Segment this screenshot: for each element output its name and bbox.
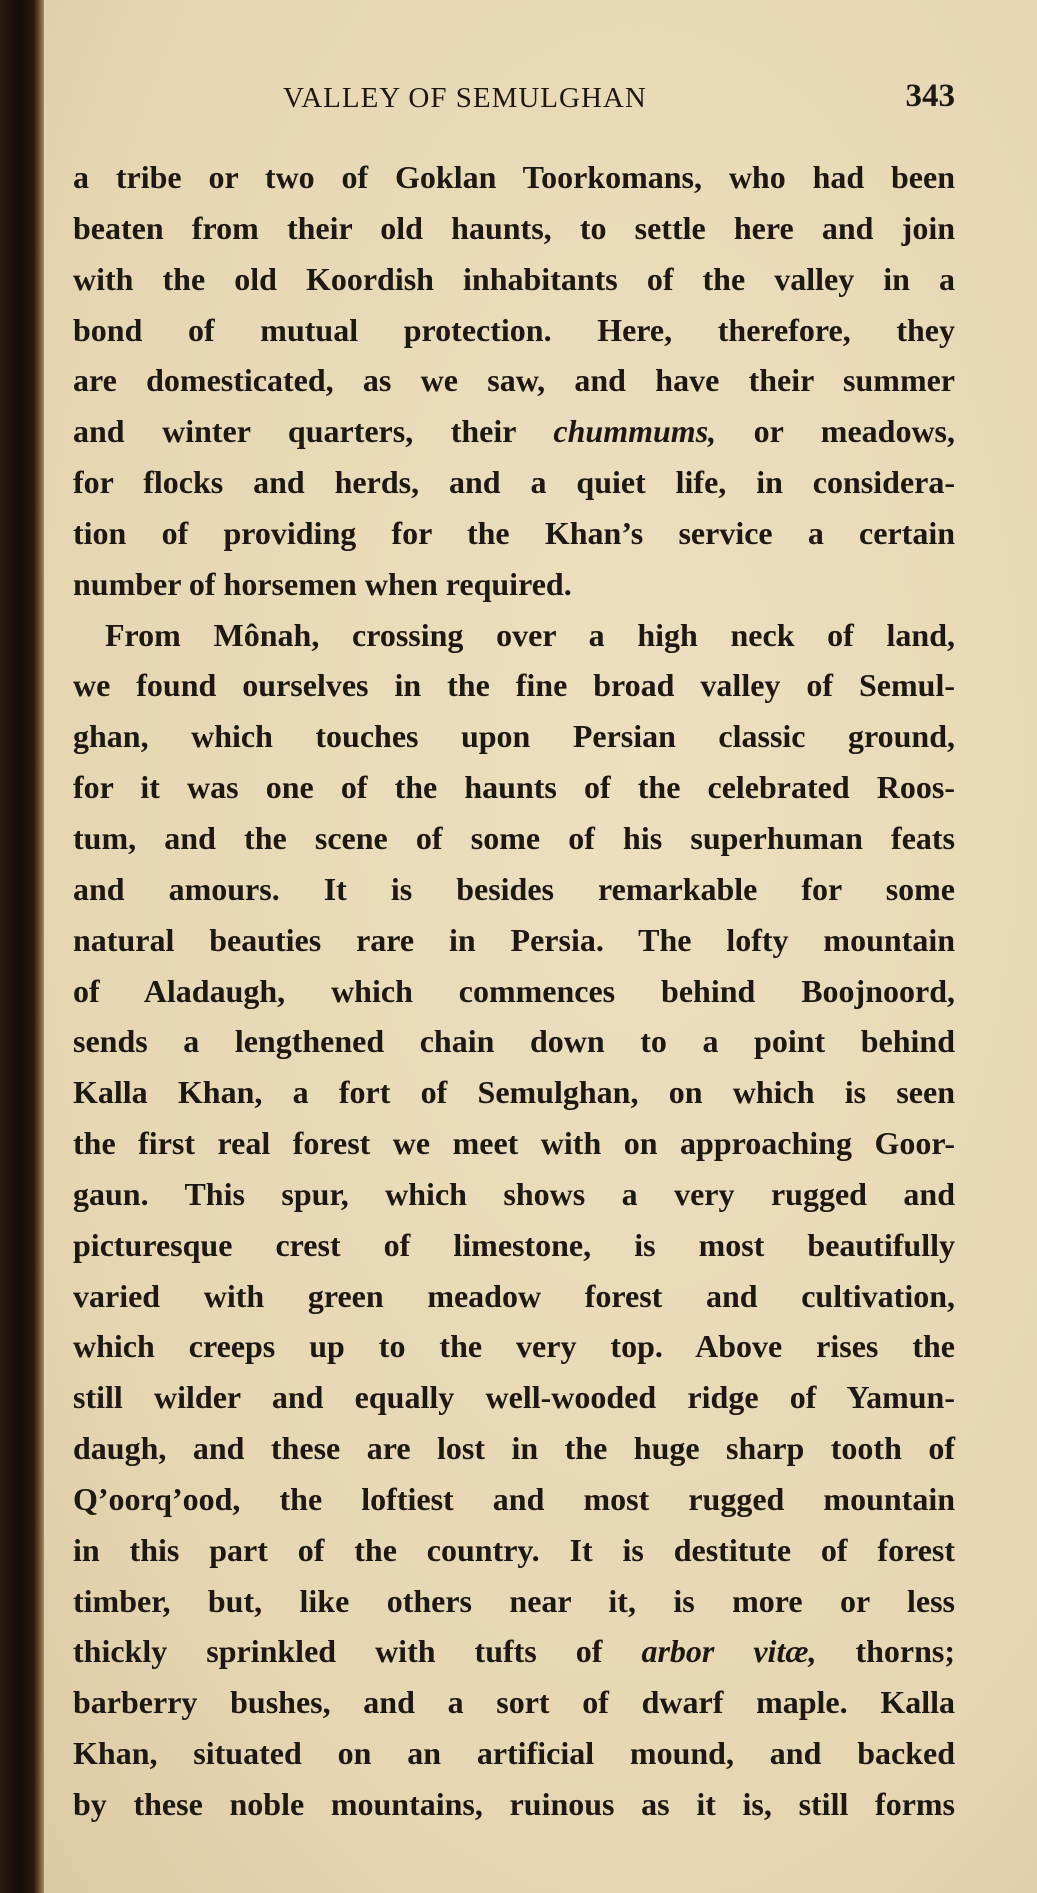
page-body-text: [73, 152, 955, 1830]
text-line: [73, 406, 955, 457]
text-line: [73, 1016, 955, 1067]
text-line: [73, 1626, 955, 1677]
text-line: [73, 1067, 955, 1118]
text-line: [73, 1474, 955, 1525]
text-line: [73, 152, 955, 203]
text-line: [73, 1372, 955, 1423]
text-segment: picturesque crest of limestone, is most beautifully: [73, 1226, 955, 1263]
text-segment: which creeps up to the very top. Above rises the: [73, 1328, 955, 1365]
text-segment: and amours. It is besides remarkable for some: [73, 870, 955, 907]
text-segment: with the old Koordish inhabitants of the valley in a: [73, 260, 955, 297]
text-segment: tum, and the scene of some of his superhuman feats: [73, 819, 955, 856]
text-segment: for flocks and herds, and a quiet life, in considera-: [73, 464, 955, 501]
text-segment: we found ourselves in the fine broad valley of Semul-: [73, 667, 955, 704]
text-line: [73, 355, 955, 406]
text-segment: daugh, and these are lost in the huge sharp tooth of: [73, 1430, 955, 1467]
text-segment: gaun. This spur, which shows a very rugged and: [73, 1175, 955, 1212]
text-segment: ghan, which touches upon Persian classic ground,: [73, 718, 955, 755]
text-line: [73, 1220, 955, 1271]
text-segment: the first real forest we meet with on approaching Goor-: [73, 1125, 955, 1162]
text-segment: a tribe or two of Goklan Toorkomans, who had been: [73, 159, 955, 195]
text-segment: are domesticated, as we saw, and have their summer: [73, 362, 955, 399]
text-line: [73, 610, 955, 661]
text-segment: Q’oorq’ood, the loftiest and most rugged mountain: [73, 1480, 955, 1517]
text-segment: of Aladaugh, which commences behind Boojnoord,: [73, 972, 955, 1009]
text-segment: sends a lengthened chain down to a point behind: [73, 1023, 955, 1060]
text-line: [73, 864, 955, 915]
text-segment: From Mônah, crossing over a high neck of land,: [105, 616, 955, 653]
text-segment: varied with green meadow forest and cultivation,: [73, 1277, 955, 1314]
text-line: [73, 1525, 955, 1576]
text-segment: bond of mutual protection. Here, therefore, they: [73, 311, 955, 348]
text-line: [73, 1169, 955, 1220]
text-line: [73, 1118, 955, 1169]
text-segment: barberry bushes, and a sort of dwarf maple. Kalla: [73, 1684, 955, 1721]
text-line: [73, 813, 955, 864]
text-segment: Khan, situated on an artificial mound, and backed: [73, 1735, 955, 1772]
text-segment: thickly sprinkled with tufts of: [73, 1633, 642, 1670]
text-segment: beaten from their old haunts, to settle here and join: [73, 209, 955, 246]
text-line: [73, 660, 955, 711]
text-line: [73, 1321, 955, 1372]
book-spine-edge: [0, 0, 44, 1893]
text-segment: Kalla Khan, a fort of Semulghan, on which is seen: [73, 1074, 955, 1111]
text-segment: and winter quarters, their: [73, 413, 554, 450]
text-segment: still wilder and equally well-wooded ridge of Yamun-: [73, 1379, 955, 1416]
text-line: [73, 254, 955, 305]
text-line: [73, 1728, 955, 1779]
page-number: 343: [905, 78, 955, 114]
text-line: [73, 1271, 955, 1322]
text-line: [73, 762, 955, 813]
running-title: VALLEY OF SEMULGHAN: [283, 82, 647, 114]
text-segment: timber, but, like others near it, is more or less: [73, 1582, 955, 1619]
text-segment: in this part of the country. It is destitute of forest: [73, 1531, 955, 1568]
text-line: [73, 305, 955, 356]
text-segment: natural beauties rare in Persia. The lofty mountain: [73, 921, 955, 958]
italic-text: arbor vitæ,: [641, 1633, 817, 1670]
text-line: [73, 203, 955, 254]
text-line: [73, 1576, 955, 1627]
text-segment: tion of providing for the Khan’s service a certain: [73, 514, 955, 551]
text-line: [73, 711, 955, 762]
text-line: [73, 1677, 955, 1728]
text-segment: for it was one of the haunts of the celebrated Roos-: [73, 769, 955, 806]
text-line: [73, 559, 955, 610]
text-line: [73, 915, 955, 966]
text-line: [73, 966, 955, 1017]
italic-text: chummums,: [553, 413, 717, 450]
text-line: [73, 508, 955, 559]
text-segment: thorns;: [816, 1633, 956, 1670]
page-header: [73, 78, 955, 122]
text-segment: or meadows,: [716, 413, 956, 450]
text-segment: number of horsemen when required.: [73, 565, 572, 602]
text-line: [73, 1779, 955, 1830]
text-line: [73, 457, 955, 508]
text-segment: by these noble mountains, ruinous as it is, still forms: [73, 1786, 955, 1822]
text-line: [73, 1423, 955, 1474]
